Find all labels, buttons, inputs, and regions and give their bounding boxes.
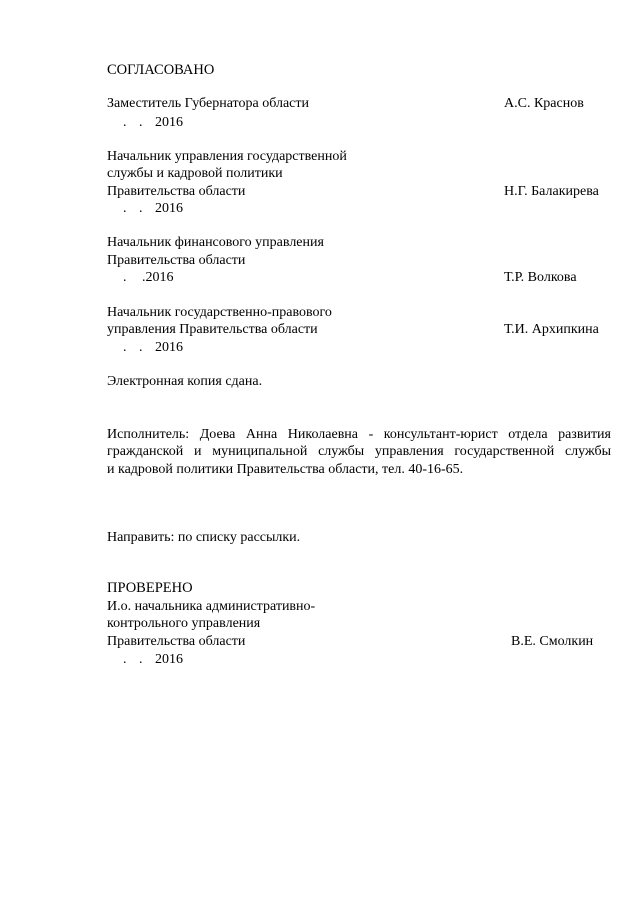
verified-date: . . 2016 [123, 652, 183, 667]
signer-title-line: службы и кадровой политики [107, 166, 283, 181]
verified-heading: ПРОВЕРЕНО [107, 580, 193, 596]
executor-line: Исполнитель: Доева Анна Николаевна - консультант-юрист отдела развития [107, 427, 611, 442]
distribution-note: Направить: по списку рассылки. [107, 530, 301, 545]
verified-name: В.Е. Смолкин [511, 634, 594, 649]
verified-title-line: контрольного управления [107, 616, 261, 631]
signer-name: Т.Р. Волкова [504, 270, 577, 285]
signer-date: . . 2016 [123, 201, 183, 216]
electronic-copy-note: Электронная копия сдана. [107, 374, 263, 389]
signer-date: . . 2016 [123, 115, 183, 130]
signer-title-line: управления Правительства области [107, 322, 318, 337]
signer-title-line: Правительства области [107, 253, 246, 268]
signer-title-line: Начальник финансового управления [107, 235, 324, 250]
signer-title-line: Правительства области [107, 184, 246, 199]
signer-title-line: Заместитель Губернатора области [107, 96, 309, 111]
signer-name: Н.Г. Балакирева [504, 184, 599, 199]
signer-date: . .2016 [123, 270, 174, 285]
signer-title-line: Начальник государственно-правового [107, 305, 332, 320]
approval-heading: СОГЛАСОВАНО [107, 62, 215, 78]
signer-name: Т.И. Архипкина [504, 322, 599, 337]
executor-line: гражданской и муниципальной службы управления государственной службы [107, 444, 611, 459]
verified-title-line: Правительства области [107, 634, 246, 649]
signer-date: . . 2016 [123, 340, 183, 355]
verified-title-line: И.о. начальника административно- [107, 599, 316, 614]
signer-title-line: Начальник управления государственной [107, 149, 347, 164]
executor-line: и кадровой политики Правительства области, тел. 40-16-65. [107, 462, 464, 477]
signer-name: А.С. Краснов [504, 96, 584, 111]
